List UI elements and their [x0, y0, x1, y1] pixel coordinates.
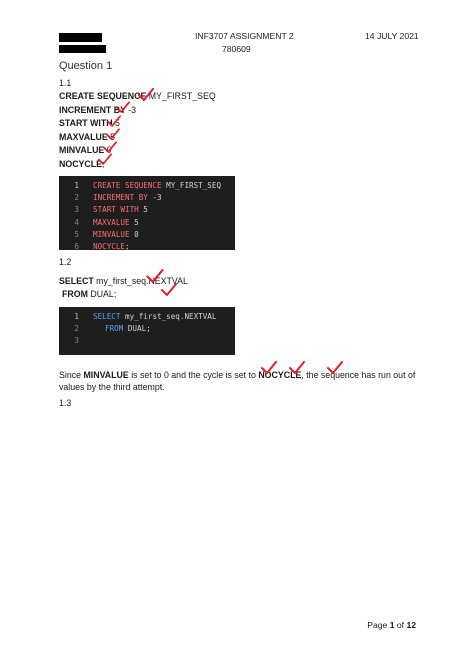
sql-text: 5	[115, 118, 120, 129]
sql-text: -3	[128, 104, 137, 115]
code-text	[93, 217, 139, 229]
code-identifier: 5	[134, 217, 139, 227]
check-mark-icon	[98, 153, 112, 166]
sql-keyword: SELECT	[59, 276, 94, 286]
code-block	[59, 307, 235, 355]
code-keyword: FROM	[105, 324, 128, 334]
sql-keyword: START WITH	[59, 118, 116, 129]
code-identifier: 5	[143, 205, 148, 215]
line-number: 6	[74, 242, 79, 251]
answer-keyword: MINVALUE	[83, 370, 129, 380]
footer-text: of	[394, 620, 407, 630]
check-mark-icon	[146, 269, 164, 284]
sql-text: ;	[102, 159, 105, 169]
page-number: 1	[389, 620, 395, 630]
code-line	[59, 204, 235, 216]
code-keyword: START WITH	[93, 205, 144, 215]
sql-keyword: INCREMENT BY	[59, 104, 129, 115]
sql-keyword: CREATE SEQUENCE	[59, 91, 149, 101]
sql-line	[62, 289, 116, 299]
answer-paragraph	[59, 369, 419, 394]
code-keyword: NOCYCLE	[93, 242, 126, 251]
check-mark-icon	[289, 361, 305, 375]
code-line	[59, 192, 235, 204]
code-text	[93, 192, 162, 204]
code-keyword: SELECT	[93, 312, 126, 321]
section-label: 1.3	[59, 398, 72, 408]
check-mark-icon	[327, 361, 343, 375]
line-number: 1	[74, 181, 79, 190]
line-number: 3	[74, 336, 79, 346]
code-text	[93, 311, 216, 323]
code-identifier: MY_FIRST_SEQ	[166, 181, 222, 190]
line-number: 5	[74, 229, 79, 239]
code-text	[93, 180, 221, 192]
line-number: 1	[74, 312, 79, 321]
line-number: 2	[74, 324, 79, 334]
section-label: 1.1	[59, 78, 72, 88]
code-line	[59, 217, 235, 229]
code-line	[59, 311, 235, 323]
sql-keyword: MINVALUE	[59, 145, 107, 156]
check-mark-icon	[116, 101, 130, 114]
line-number: 4	[74, 217, 79, 227]
page-total: 12	[406, 620, 416, 630]
redaction-bar	[59, 33, 102, 42]
code-identifier: my_first_seq.NEXTVAL	[125, 312, 217, 321]
sql-text: DUAL;	[87, 289, 117, 299]
check-mark-icon	[261, 361, 277, 375]
check-mark-icon	[106, 128, 120, 141]
code-text	[105, 323, 151, 335]
redaction-bar	[59, 45, 106, 53]
answer-text: Since	[59, 370, 84, 380]
code-text	[93, 204, 148, 216]
code-identifier: -3	[152, 193, 162, 203]
check-mark-icon	[138, 88, 154, 102]
page-footer	[367, 620, 416, 630]
sql-keyword: MAXVALUE	[59, 131, 111, 142]
sql-text: 5	[110, 131, 116, 142]
sql-keyword: NOCYCLE	[59, 159, 103, 169]
code-line	[59, 229, 235, 241]
answer-text: is set to 0 and the cycle is set to	[128, 370, 259, 380]
code-text	[93, 229, 139, 241]
header-student-number: 780609	[222, 44, 251, 54]
header-course: INF3707 ASSIGNMENT 2	[195, 31, 294, 41]
answer-keyword: NOCYCLE	[258, 370, 302, 380]
code-keyword: INCREMENT BY	[93, 193, 153, 203]
sql-text: 0	[106, 145, 112, 156]
header-date: 14 JULY 2021	[365, 31, 419, 41]
section-label: 1.2	[59, 257, 72, 267]
code-line	[59, 241, 235, 253]
check-mark-icon	[107, 115, 121, 128]
check-mark-icon	[161, 283, 177, 297]
code-identifier: DUAL;	[127, 324, 151, 334]
code-keyword: MINVALUE	[93, 229, 135, 239]
line-number: 2	[74, 193, 79, 203]
line-number: 3	[74, 205, 79, 215]
code-keyword: CREATE SEQUENCE	[93, 181, 167, 190]
answer-text: , the sequence has run out of values by the third attempt.	[59, 370, 416, 393]
sql-text: MY_FIRST_SEQ	[148, 91, 216, 101]
code-line	[59, 323, 235, 335]
sql-text: my_first_seq.NEXTVAL	[93, 276, 188, 286]
code-identifier: 0	[134, 229, 139, 239]
code-line	[59, 335, 235, 347]
code-text	[93, 241, 130, 253]
code-keyword: MAXVALUE	[93, 217, 135, 227]
code-line	[59, 180, 235, 192]
code-identifier: ;	[125, 242, 130, 251]
code-block	[59, 176, 235, 250]
footer-text: Page	[367, 620, 390, 630]
sql-keyword: FROM	[62, 289, 88, 299]
question-title: Question 1	[59, 60, 113, 72]
